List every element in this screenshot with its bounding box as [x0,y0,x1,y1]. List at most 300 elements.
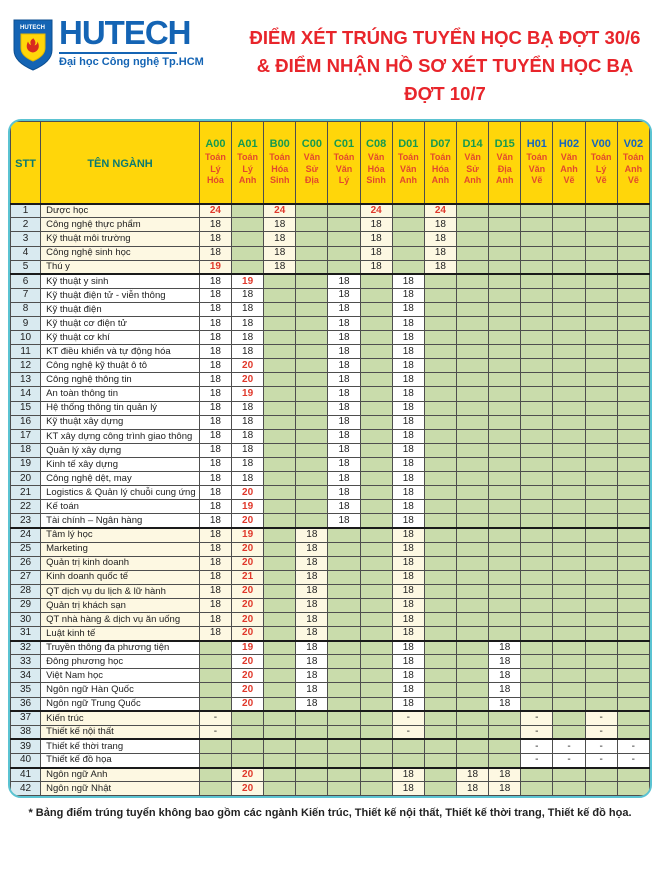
stt-cell: 35 [11,683,41,697]
score-cell-H02 [553,683,585,697]
score-cell-C00 [296,500,328,514]
score-cell-D14 [457,725,489,739]
score-cell-C00: 18 [296,655,328,669]
score-cell-C01: 18 [328,359,360,373]
score-cell-A00 [199,753,231,767]
score-cell-D15 [489,218,521,232]
score-cell-C01: 18 [328,288,360,302]
score-cell-D07 [424,514,456,528]
score-cell-C01: 18 [328,401,360,415]
table-row [11,486,650,500]
table-row [11,612,650,626]
score-cell-H02 [553,570,585,584]
score-cell-C08 [360,331,392,345]
table-row [11,598,650,612]
stt-cell: 31 [11,627,41,641]
score-cell-V00 [585,542,617,556]
score-cell-V00 [585,641,617,655]
score-cell-V00 [585,768,617,782]
score-cell-C00: 18 [296,697,328,711]
score-cell-V02 [617,584,649,598]
score-cell-D15 [489,345,521,359]
score-cell-H01 [521,401,553,415]
score-cell-V02 [617,429,649,443]
score-cell-A01 [232,204,264,218]
table-row [11,317,650,331]
score-cell-A00 [199,669,231,683]
score-cell-C00 [296,274,328,288]
score-cell-C01 [328,753,360,767]
score-cell-H02 [553,373,585,387]
stt-cell: 40 [11,753,41,767]
score-cell-D07 [424,598,456,612]
table-row [11,260,650,274]
score-cell-D07 [424,627,456,641]
major-name-cell: Ngôn ngữ Hàn Quốc [41,683,200,697]
score-cell-D15 [489,598,521,612]
score-cell-A00: 18 [199,373,231,387]
score-cell-D15 [489,739,521,753]
score-cell-D07 [424,612,456,626]
score-cell-A00: 18 [199,598,231,612]
score-cell-H01 [521,542,553,556]
score-cell-A00: 19 [199,260,231,274]
score-cell-C00 [296,288,328,302]
brand-subtitle: Đại học Công nghệ Tp.HCM [59,55,204,68]
score-cell-D01: 18 [392,556,424,570]
table-row [11,274,650,288]
score-cell-C01 [328,641,360,655]
score-cell-H02: - [553,753,585,767]
score-cell-A01: 19 [232,274,264,288]
score-cell-D01: 18 [392,514,424,528]
score-cell-V02 [617,556,649,570]
score-cell-A00 [199,641,231,655]
score-cell-C08 [360,612,392,626]
score-cell-H02 [553,768,585,782]
score-cell-D15 [489,472,521,486]
column-header-D07: D07 Toán Hóa Anh [424,122,456,204]
score-cell-D15 [489,486,521,500]
score-cell-H02: - [553,739,585,753]
score-cell-A01: 18 [232,457,264,471]
score-cell-D01: 18 [392,500,424,514]
score-cell-A01: 20 [232,359,264,373]
score-cell-A01: 20 [232,768,264,782]
score-cell-C08 [360,359,392,373]
score-cell-V00: - [585,711,617,725]
score-cell-H02 [553,556,585,570]
score-cell-A00 [199,782,231,796]
page-header [0,0,660,113]
score-cell-H01 [521,514,553,528]
score-cell-D15 [489,232,521,246]
score-cell-C01 [328,218,360,232]
score-cell-V00 [585,584,617,598]
score-cell-V00 [585,429,617,443]
score-cell-D14 [457,457,489,471]
score-cell-A00: 18 [199,246,231,260]
score-cell-A00 [199,683,231,697]
score-cell-C00 [296,401,328,415]
score-cell-D14 [457,472,489,486]
score-cell-V02 [617,655,649,669]
score-cell-D01: 18 [392,359,424,373]
score-cell-D15 [489,204,521,218]
score-cell-C01: 18 [328,472,360,486]
score-cell-H01 [521,500,553,514]
score-cell-C08 [360,627,392,641]
major-name-cell: Công nghệ kỹ thuật ô tô [41,359,200,373]
svg-text:HUTECH: HUTECH [20,25,45,31]
table-row [11,331,650,345]
score-cell-D07: 18 [424,218,456,232]
score-cell-D14 [457,331,489,345]
score-cell-C00: 18 [296,542,328,556]
score-cell-A01: 18 [232,472,264,486]
column-header-V02: V02 Toán Anh Vẽ [617,122,649,204]
score-cell-V00 [585,218,617,232]
table-row [11,669,650,683]
score-cell-A00: 18 [199,317,231,331]
score-cell-D01: 18 [392,401,424,415]
score-cell-C08 [360,472,392,486]
score-cell-D01: 18 [392,641,424,655]
score-cell-C08 [360,457,392,471]
score-cell-H02 [553,725,585,739]
score-cell-H02 [553,260,585,274]
score-cell-D14 [457,627,489,641]
score-cell-H02 [553,782,585,796]
major-name-cell: Thiết kế đồ họa [41,753,200,767]
score-cell-C00 [296,711,328,725]
score-cell-V02 [617,711,649,725]
score-cell-B00 [264,556,296,570]
score-cell-H02 [553,472,585,486]
score-cell-H02 [553,457,585,471]
score-cell-V00 [585,556,617,570]
table-row [11,443,650,457]
score-cell-D01: 18 [392,443,424,457]
score-cell-D15 [489,753,521,767]
stt-cell: 36 [11,697,41,711]
score-cell-H01 [521,528,553,542]
score-cell-A01 [232,218,264,232]
score-cell-D14 [457,218,489,232]
score-cell-H01 [521,782,553,796]
score-cell-D01: 18 [392,669,424,683]
score-cell-V00 [585,570,617,584]
score-cell-V02 [617,570,649,584]
score-cell-A01: 20 [232,556,264,570]
score-cell-A01: 19 [232,641,264,655]
score-cell-B00 [264,612,296,626]
column-header-C00: C00 Văn Sử Địa [296,122,328,204]
score-cell-D14 [457,359,489,373]
major-name-cell: Ngôn ngữ Nhật [41,782,200,796]
score-cell-A00: 18 [199,288,231,302]
score-cell-H01 [521,218,553,232]
score-cell-D15: 18 [489,669,521,683]
stt-cell: 24 [11,528,41,542]
score-cell-B00 [264,415,296,429]
score-cell-C01: 18 [328,373,360,387]
table-row [11,472,650,486]
score-cell-V00 [585,627,617,641]
score-cell-D07 [424,528,456,542]
score-cell-V02 [617,472,649,486]
score-cell-C01: 18 [328,514,360,528]
score-cell-C01 [328,204,360,218]
score-cell-A00: - [199,711,231,725]
score-cell-C08 [360,669,392,683]
score-cell-D14 [457,697,489,711]
score-cell-V00 [585,782,617,796]
stt-cell: 38 [11,725,41,739]
score-cell-D14 [457,415,489,429]
score-cell-B00 [264,711,296,725]
score-cell-V02 [617,683,649,697]
score-cell-D15 [489,331,521,345]
score-cell-V02 [617,598,649,612]
table-row [11,500,650,514]
score-cell-C08 [360,429,392,443]
score-cell-A01 [232,739,264,753]
score-cell-H02 [553,274,585,288]
score-cell-B00 [264,528,296,542]
score-cell-B00 [264,401,296,415]
score-cell-D14 [457,401,489,415]
score-cell-D07 [424,443,456,457]
score-cell-C08 [360,317,392,331]
score-cell-C08 [360,528,392,542]
score-cell-V00 [585,500,617,514]
score-cell-H01 [521,387,553,401]
score-cell-D07 [424,401,456,415]
hutech-logo [12,16,240,77]
score-cell-D14 [457,584,489,598]
score-cell-H01 [521,556,553,570]
score-cell-C01: 18 [328,429,360,443]
score-cell-C00 [296,218,328,232]
score-cell-H01 [521,232,553,246]
score-cell-H02 [553,612,585,626]
score-cell-A00 [199,768,231,782]
stt-cell: 22 [11,500,41,514]
major-name-cell: Quản trị khách sạn [41,598,200,612]
score-cell-D14 [457,387,489,401]
stt-cell: 20 [11,472,41,486]
major-name-cell: Kinh tế xây dựng [41,457,200,471]
score-cell-H01 [521,204,553,218]
score-cell-D14 [457,711,489,725]
score-cell-C01 [328,260,360,274]
score-cell-C08 [360,584,392,598]
stt-cell: 25 [11,542,41,556]
score-cell-C00: 18 [296,570,328,584]
score-cell-A00: 18 [199,514,231,528]
score-cell-D01: 18 [392,655,424,669]
major-name-cell: An toàn thông tin [41,387,200,401]
score-cell-V00 [585,415,617,429]
score-cell-V00 [585,612,617,626]
score-cell-D14 [457,288,489,302]
major-name-cell: Thú y [41,260,200,274]
column-header-D14: D14 Văn Sử Anh [457,122,489,204]
score-cell-C01 [328,542,360,556]
score-cell-D15 [489,711,521,725]
score-cell-C08 [360,401,392,415]
major-name-cell: Kinh doanh quốc tế [41,570,200,584]
score-cell-H02 [553,288,585,302]
score-cell-C01: 18 [328,415,360,429]
stt-cell: 32 [11,641,41,655]
score-cell-C00 [296,387,328,401]
score-cell-D01 [392,739,424,753]
stt-cell: 23 [11,514,41,528]
score-cell-C01: 18 [328,443,360,457]
score-cell-D01: 18 [392,486,424,500]
score-cell-C08 [360,598,392,612]
score-cell-C08 [360,570,392,584]
table-row [11,725,650,739]
score-cell-D15 [489,359,521,373]
score-cell-D01 [392,232,424,246]
major-name-cell: Hệ thống thông tin quản lý [41,401,200,415]
score-cell-A00: 18 [199,556,231,570]
column-header-H01: H01 Toán Văn Vẽ [521,122,553,204]
score-cell-D07 [424,711,456,725]
score-cell-V02 [617,302,649,316]
score-cell-V00 [585,317,617,331]
score-cell-A00: 18 [199,274,231,288]
score-cell-V02 [617,514,649,528]
score-cell-A01: 20 [232,542,264,556]
brand-text-block [59,16,204,77]
scores-table-body [11,204,650,796]
table-row [11,373,650,387]
major-name-cell: KT điều khiển và tự động hóa [41,345,200,359]
score-cell-V02 [617,274,649,288]
score-cell-C08 [360,556,392,570]
score-cell-A00 [199,739,231,753]
score-cell-H01 [521,768,553,782]
score-cell-B00 [264,669,296,683]
score-cell-A01: 20 [232,514,264,528]
scores-table-wrapper [8,119,652,798]
score-cell-A01: 18 [232,331,264,345]
score-cell-C08 [360,697,392,711]
score-cell-D01: 18 [392,345,424,359]
score-cell-D01: 18 [392,472,424,486]
score-cell-H02 [553,655,585,669]
score-cell-C01 [328,570,360,584]
score-cell-C01 [328,612,360,626]
score-cell-C00 [296,260,328,274]
score-cell-H01 [521,317,553,331]
major-name-cell: Kỹ thuật cơ điện tử [41,317,200,331]
score-cell-B00 [264,373,296,387]
score-cell-V00 [585,331,617,345]
score-cell-V00 [585,274,617,288]
major-name-cell: Ngôn ngữ Trung Quốc [41,697,200,711]
table-row [11,641,650,655]
stt-cell: 39 [11,739,41,753]
score-cell-A01: 20 [232,697,264,711]
score-cell-D14 [457,204,489,218]
score-cell-D01: 18 [392,288,424,302]
score-cell-B00 [264,472,296,486]
score-cell-H01 [521,570,553,584]
score-cell-A01: 19 [232,387,264,401]
score-cell-D07 [424,768,456,782]
score-cell-C08 [360,373,392,387]
score-cell-C01: 18 [328,302,360,316]
score-cell-C00 [296,415,328,429]
score-cell-C00: 18 [296,669,328,683]
stt-cell: 13 [11,373,41,387]
score-cell-C01: 18 [328,500,360,514]
table-row [11,528,650,542]
score-cell-A00: 18 [199,218,231,232]
score-cell-D07 [424,669,456,683]
score-cell-H02 [553,331,585,345]
score-cell-V02 [617,443,649,457]
score-cell-C08 [360,443,392,457]
score-cell-H01: - [521,753,553,767]
score-cell-C08 [360,655,392,669]
score-cell-D01: 18 [392,317,424,331]
stt-cell: 4 [11,246,41,260]
score-cell-H01 [521,415,553,429]
score-cell-A01: 21 [232,570,264,584]
score-cell-D14 [457,514,489,528]
stt-cell: 37 [11,711,41,725]
score-cell-D14 [457,500,489,514]
score-cell-C08: 18 [360,232,392,246]
score-cell-A00: 24 [199,204,231,218]
score-cell-B00 [264,655,296,669]
score-cell-V02 [617,500,649,514]
score-cell-A00: 18 [199,486,231,500]
score-cell-H01 [521,472,553,486]
score-cell-B00 [264,514,296,528]
score-cell-V02 [617,246,649,260]
score-cell-H02 [553,641,585,655]
score-cell-H02 [553,429,585,443]
score-cell-D15 [489,260,521,274]
score-cell-D15: 18 [489,641,521,655]
score-cell-D07 [424,288,456,302]
score-cell-A01 [232,260,264,274]
score-cell-D14: 18 [457,782,489,796]
score-cell-H01 [521,655,553,669]
major-name-cell: Marketing [41,542,200,556]
score-cell-V00 [585,302,617,316]
score-cell-D15 [489,457,521,471]
major-name-cell: Kỹ thuật y sinh [41,274,200,288]
score-cell-C08 [360,486,392,500]
score-cell-H01 [521,274,553,288]
score-cell-C00: 18 [296,683,328,697]
score-cell-C01 [328,782,360,796]
column-header-H02: H02 Văn Anh Vẽ [553,122,585,204]
score-cell-B00 [264,359,296,373]
column-header-name: TÊN NGÀNH [41,122,200,204]
score-cell-A01 [232,246,264,260]
score-cell-A00: 18 [199,584,231,598]
stt-cell: 12 [11,359,41,373]
